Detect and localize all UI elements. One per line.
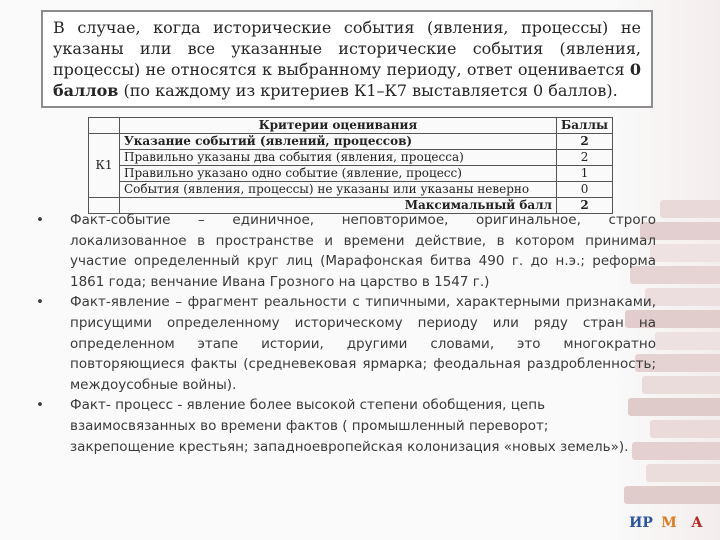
table-header-criteria: Критерии оценивания [120,118,557,134]
table-header-points: Баллы [557,118,613,134]
book-spine [660,200,720,218]
scoring-note [41,10,653,108]
table-header-empty [89,118,120,134]
bullet-dot: • [36,397,44,414]
row-points: 1 [557,166,613,182]
row-points: 0 [557,182,613,198]
max-label: Максимальный балл [120,198,557,214]
criteria-table-scan [88,117,613,214]
row-text: События (явления, процессы) не указаны или указаны неверно [120,182,557,198]
term-fact-event: Факт-событие [70,212,171,228]
book-spine [650,420,720,438]
max-value: 2 [557,198,613,214]
term-fact-phenomenon: Факт-явление [70,294,170,311]
book-spine [655,332,720,350]
section-max: 2 [557,134,613,150]
definition-text: - явление более высокой степени обобщения, цепь взаимосвязанных во времени фактов ( промышленный переворот; закрепощение крестьян; западноевропейская колонизация «новых земель»). [70,397,629,455]
logo-2: М [661,515,677,531]
row-points: 2 [557,150,613,166]
note-text-1: В случае, когда исторические события (явления, процессы) не указаны или все указанные исторические события (явления, процессы) не относятся к выбранному периоду, ответ оценивается [53,18,641,79]
book-spine [624,486,720,504]
book-spine [650,244,720,262]
row-text: Правильно указаны два события (явления, процесса) [120,150,557,166]
footer-logos [630,512,708,534]
list-item [36,395,656,457]
bullet-dot: • [36,212,44,228]
logo-1: ИР [629,515,653,531]
criterion-code: К1 [89,134,120,198]
table-row [89,150,613,166]
row-text: Правильно указано одно событие (явление, процесс) [120,166,557,182]
definition-text: – фрагмент реальности с типичными, характерными признаками, присущими определенному историческому периоду или ряду стран на определенном этапе истории, другими словами, это многократно повторяющиеся факты (средневековая ярмарка; феодальная раздробленность; междоусобные войны). [70,294,656,393]
bullet-dot: • [36,294,44,311]
list-item [36,210,656,292]
table-row [89,166,613,182]
table-row [89,182,613,198]
book-spine [646,464,720,482]
note-text-2: (по каждому из критериев К1–К7 выставляется 0 баллов). [118,81,618,100]
logo-3: А [691,515,703,531]
list-item [36,292,656,395]
term-fact-process: Факт- процесс [70,397,174,414]
definition-text: – единичное, неповторимое, оригинальное, строго локализованное в пространстве и времени действие, в котором принимал участие определенный круг лиц (Марафонская битва 490 г. до н.э.; реформа 1861 года; венчание Ивана Грозного на царство в 1547 г.) [70,212,656,290]
definitions-list [36,210,656,457]
note-bold-score: 0 баллов [53,60,641,100]
book-spine [645,288,720,306]
section-title: Указание событий (явлений, процессов) [120,134,557,150]
criteria-table [88,117,613,214]
